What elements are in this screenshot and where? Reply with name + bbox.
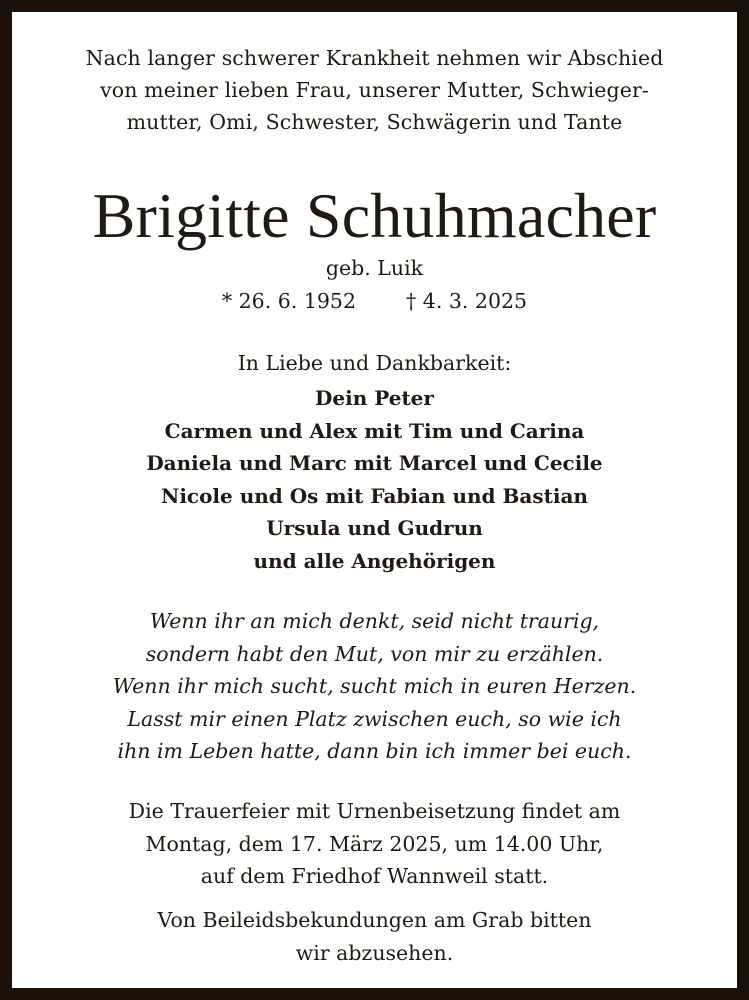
intro-line: von meiner lieben Frau, unserer Mutter, Schwieger- xyxy=(100,78,649,102)
mourners-list xyxy=(12,382,737,577)
poem-line: Wenn ihr an mich denkt, seid nicht traurig, xyxy=(149,609,600,633)
mourner-line: Ursula und Gudrun xyxy=(266,516,483,540)
poem-line: sondern habt den Mut, von mir zu erzählen. xyxy=(145,641,604,666)
death-date: † 4. 3. 2025 xyxy=(406,289,528,313)
obituary-notice xyxy=(12,12,737,988)
service-line: auf dem Friedhof Wannweil statt. xyxy=(200,864,549,888)
life-dates xyxy=(12,287,737,315)
intro-line: Nach langer schwerer Krankheit nehmen wir Abschied xyxy=(85,46,664,70)
mourner-line: Nicole und Os mit Fabian und Bastian xyxy=(161,483,588,508)
poem xyxy=(12,605,737,768)
intro-line: mutter, Omi, Schwester, Schwägerin und Tante xyxy=(126,110,623,134)
poem-line: ihn im Leben hatte, dann bin ich immer bei euch. xyxy=(117,739,632,763)
mourner-line: Dein Peter xyxy=(315,386,434,410)
deceased-name: Brigitte Schuhmacher xyxy=(92,180,657,251)
service-line: Die Trauerfeier mit Urnenbeisetzung findet am xyxy=(128,799,621,823)
birth-name: geb. Luik xyxy=(325,256,424,280)
dedication: In Liebe und Dankbarkeit: xyxy=(237,351,512,375)
mourner-line: und alle Angehörigen xyxy=(253,548,496,573)
intro-text xyxy=(12,42,737,138)
condolence-line: wir abzusehen. xyxy=(295,940,454,965)
poem-line: Lasst mir einen Platz zwischen euch, so wie ich xyxy=(127,706,622,731)
condolence-line: Von Beileidsbekundungen am Grab bitten xyxy=(157,908,592,932)
mourner-line: Daniela und Marc mit Marcel und Cecile xyxy=(146,451,603,475)
poem-line: Wenn ihr mich sucht, sucht mich in euren Herzen. xyxy=(112,674,637,698)
condolence-note xyxy=(12,904,737,969)
birth-date: * 26. 6. 1952 xyxy=(221,289,357,313)
funeral-service-info xyxy=(12,795,737,893)
mourner-line: Carmen und Alex mit Tim und Carina xyxy=(164,418,585,443)
service-line: Montag, dem 17. März 2025, um 14.00 Uhr, xyxy=(145,831,604,856)
